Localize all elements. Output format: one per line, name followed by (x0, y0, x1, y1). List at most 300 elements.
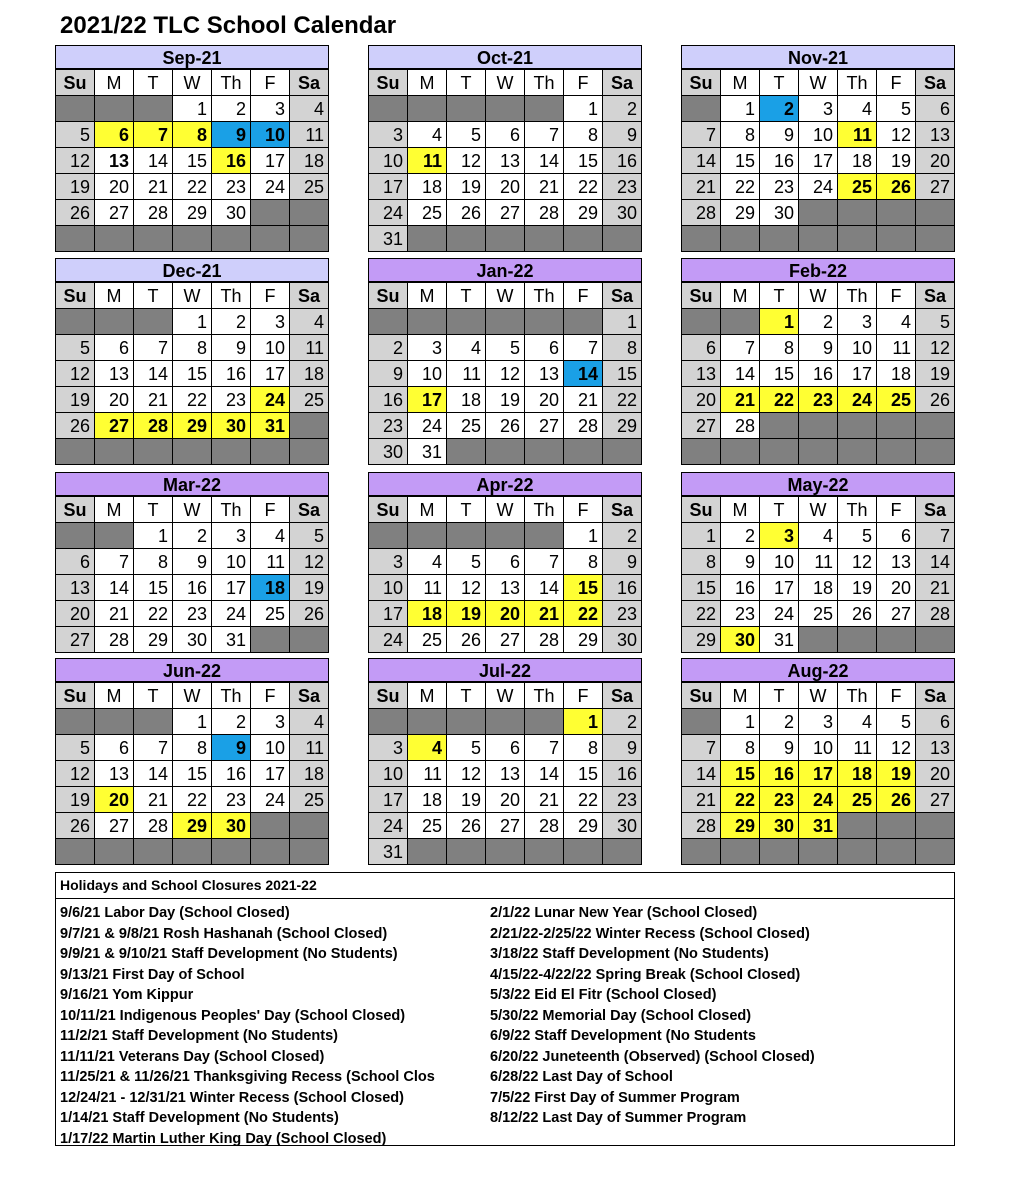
day-cell: 27 (486, 627, 525, 653)
day-cell: 11 (838, 735, 877, 761)
day-cell: 25 (408, 627, 447, 653)
day-cell: 8 (682, 549, 721, 575)
day-cell: 8 (564, 735, 603, 761)
day-cell: 1 (603, 309, 642, 335)
day-cell: 24 (251, 787, 290, 813)
day-cell: 26 (486, 413, 525, 439)
day-cell: 2 (603, 709, 642, 735)
day-cell: 1 (721, 709, 760, 735)
legend-item: 11/25/21 & 11/26/21 Thanksgiving Recess (School Clos (60, 1069, 435, 1085)
empty-cell (447, 439, 486, 465)
page-title: 2021/22 TLC School Calendar (60, 12, 397, 39)
empty-cell (916, 439, 955, 465)
day-cell: 5 (290, 523, 329, 549)
day-cell: 10 (838, 335, 877, 361)
day-cell: 25 (447, 413, 486, 439)
day-cell: 31 (799, 813, 838, 839)
month-header: Jan-22 (368, 258, 642, 282)
day-cell: 30 (603, 813, 642, 839)
day-cell: 27 (486, 813, 525, 839)
day-cell: 4 (408, 735, 447, 761)
day-cell: 6 (95, 335, 134, 361)
empty-cell (525, 309, 564, 335)
empty-cell (408, 96, 447, 122)
empty-cell (134, 709, 173, 735)
day-cell: 17 (251, 148, 290, 174)
day-cell: 23 (212, 387, 251, 413)
day-cell: 19 (56, 387, 95, 413)
day-cell: 11 (290, 122, 329, 148)
day-cell: 6 (486, 549, 525, 575)
day-cell: 14 (916, 549, 955, 575)
weekday-header: Sa (603, 497, 642, 523)
closures-legend (55, 872, 955, 1146)
empty-cell (56, 96, 95, 122)
day-cell: 6 (486, 122, 525, 148)
day-cell: 10 (799, 122, 838, 148)
day-cell: 16 (369, 387, 408, 413)
day-cell: 22 (173, 787, 212, 813)
day-cell: 13 (95, 148, 134, 174)
day-cell: 2 (369, 335, 408, 361)
day-cell: 21 (134, 174, 173, 200)
weekday-header: M (408, 70, 447, 96)
weekday-header: Th (838, 70, 877, 96)
day-cell: 17 (760, 575, 799, 601)
empty-cell (134, 309, 173, 335)
empty-cell (916, 413, 955, 439)
day-cell: 25 (251, 601, 290, 627)
day-cell: 30 (212, 413, 251, 439)
day-cell: 12 (447, 148, 486, 174)
day-cell: 18 (799, 575, 838, 601)
weekday-header: Sa (916, 283, 955, 309)
day-cell: 16 (760, 148, 799, 174)
day-cell: 28 (525, 200, 564, 226)
empty-cell (486, 226, 525, 252)
day-cell: 10 (369, 148, 408, 174)
empty-cell (486, 709, 525, 735)
month-grid (55, 496, 329, 653)
day-cell: 7 (134, 735, 173, 761)
day-cell: 12 (56, 148, 95, 174)
month-nov-21 (681, 45, 955, 252)
day-cell: 28 (916, 601, 955, 627)
day-cell: 12 (56, 761, 95, 787)
day-cell: 16 (721, 575, 760, 601)
day-cell: 22 (564, 174, 603, 200)
day-cell: 4 (799, 523, 838, 549)
weekday-header: Th (212, 70, 251, 96)
day-cell: 18 (408, 787, 447, 813)
day-cell: 6 (916, 96, 955, 122)
day-cell: 31 (369, 839, 408, 865)
day-cell: 3 (760, 523, 799, 549)
day-cell: 20 (916, 761, 955, 787)
day-cell: 20 (486, 174, 525, 200)
day-cell: 18 (408, 174, 447, 200)
day-cell: 6 (916, 709, 955, 735)
day-cell: 7 (721, 335, 760, 361)
legend-left-column (60, 903, 490, 1149)
weekday-header: W (486, 70, 525, 96)
day-cell: 28 (525, 627, 564, 653)
empty-cell (877, 200, 916, 226)
legend-item: 6/9/22 Staff Development (No Students (490, 1028, 756, 1044)
month-header: Jun-22 (55, 658, 329, 682)
empty-cell (408, 839, 447, 865)
day-cell: 27 (525, 413, 564, 439)
day-cell: 5 (877, 96, 916, 122)
empty-cell (760, 226, 799, 252)
weekday-header: Su (56, 683, 95, 709)
day-cell: 13 (486, 148, 525, 174)
empty-cell (721, 439, 760, 465)
day-cell: 18 (877, 361, 916, 387)
month-grid (55, 682, 329, 865)
day-cell: 5 (838, 523, 877, 549)
legend-right-column (490, 903, 815, 1129)
empty-cell (682, 839, 721, 865)
empty-cell (838, 226, 877, 252)
empty-cell (760, 439, 799, 465)
day-cell: 20 (95, 387, 134, 413)
empty-cell (486, 439, 525, 465)
day-cell: 2 (760, 709, 799, 735)
day-cell: 22 (760, 387, 799, 413)
weekday-header: Su (682, 683, 721, 709)
empty-cell (486, 96, 525, 122)
day-cell: 18 (290, 761, 329, 787)
day-cell: 25 (877, 387, 916, 413)
month-grid (368, 682, 642, 865)
weekday-header: F (564, 683, 603, 709)
day-cell: 27 (95, 413, 134, 439)
empty-cell (369, 709, 408, 735)
day-cell: 20 (877, 575, 916, 601)
weekday-header: M (408, 683, 447, 709)
day-cell: 2 (212, 96, 251, 122)
day-cell: 2 (721, 523, 760, 549)
day-cell: 28 (682, 200, 721, 226)
day-cell: 23 (760, 174, 799, 200)
weekday-header: M (408, 283, 447, 309)
month-grid (681, 496, 955, 653)
legend-item: 1/14/21 Staff Development (No Students) (60, 1110, 339, 1126)
empty-cell (525, 523, 564, 549)
empty-cell (799, 226, 838, 252)
weekday-header: T (134, 70, 173, 96)
weekday-header: F (251, 70, 290, 96)
empty-cell (486, 309, 525, 335)
day-cell: 21 (134, 387, 173, 413)
day-cell: 14 (564, 361, 603, 387)
day-cell: 17 (369, 601, 408, 627)
weekday-header: Th (525, 683, 564, 709)
day-cell: 29 (721, 200, 760, 226)
day-cell: 20 (95, 787, 134, 813)
day-cell: 3 (251, 96, 290, 122)
empty-cell (447, 523, 486, 549)
month-grid (681, 69, 955, 252)
day-cell: 9 (603, 735, 642, 761)
empty-cell (877, 226, 916, 252)
day-cell: 12 (56, 361, 95, 387)
empty-cell (212, 226, 251, 252)
day-cell: 16 (760, 761, 799, 787)
empty-cell (799, 439, 838, 465)
day-cell: 26 (56, 200, 95, 226)
day-cell: 31 (251, 413, 290, 439)
day-cell: 6 (95, 122, 134, 148)
day-cell: 16 (799, 361, 838, 387)
month-aug-22 (681, 658, 955, 865)
day-cell: 15 (564, 575, 603, 601)
month-header: Feb-22 (681, 258, 955, 282)
day-cell: 21 (525, 787, 564, 813)
legend-item: 11/2/21 Staff Development (No Students) (60, 1028, 338, 1044)
day-cell: 25 (408, 200, 447, 226)
day-cell: 21 (564, 387, 603, 413)
legend-item: 9/7/21 & 9/8/21 Rosh Hashanah (School Closed) (60, 925, 388, 942)
weekday-header: Th (838, 283, 877, 309)
day-cell: 5 (56, 122, 95, 148)
day-cell: 19 (447, 174, 486, 200)
day-cell: 24 (369, 627, 408, 653)
empty-cell (721, 309, 760, 335)
day-cell: 29 (564, 813, 603, 839)
day-cell: 26 (447, 200, 486, 226)
day-cell: 9 (760, 122, 799, 148)
empty-cell (212, 839, 251, 865)
legend-item: 9/6/21 Labor Day (School Closed) (60, 905, 290, 921)
day-cell: 15 (760, 361, 799, 387)
day-cell: 15 (564, 148, 603, 174)
empty-cell (251, 439, 290, 465)
day-cell: 23 (212, 787, 251, 813)
weekday-header: Th (525, 283, 564, 309)
empty-cell (525, 709, 564, 735)
day-cell: 19 (56, 787, 95, 813)
day-cell: 5 (877, 709, 916, 735)
day-cell: 12 (838, 549, 877, 575)
day-cell: 17 (369, 787, 408, 813)
empty-cell (525, 439, 564, 465)
day-cell: 15 (173, 361, 212, 387)
day-cell: 11 (838, 122, 877, 148)
empty-cell (369, 96, 408, 122)
month-grid (368, 69, 642, 252)
day-cell: 25 (799, 601, 838, 627)
day-cell: 5 (486, 335, 525, 361)
empty-cell (682, 309, 721, 335)
day-cell: 13 (56, 575, 95, 601)
empty-cell (447, 839, 486, 865)
empty-cell (877, 413, 916, 439)
legend-item: 12/24/21 - 12/31/21 Winter Recess (School Closed) (60, 1089, 404, 1106)
day-cell: 22 (173, 174, 212, 200)
day-cell: 23 (173, 601, 212, 627)
day-cell: 30 (760, 813, 799, 839)
day-cell: 27 (916, 174, 955, 200)
weekday-header: W (173, 283, 212, 309)
day-cell: 6 (56, 549, 95, 575)
empty-cell (721, 226, 760, 252)
day-cell: 17 (369, 174, 408, 200)
day-cell: 18 (838, 148, 877, 174)
day-cell: 16 (212, 361, 251, 387)
day-cell: 18 (290, 361, 329, 387)
day-cell: 9 (212, 335, 251, 361)
day-cell: 21 (721, 387, 760, 413)
day-cell: 9 (603, 122, 642, 148)
day-cell: 19 (877, 148, 916, 174)
empty-cell (290, 200, 329, 226)
day-cell: 9 (212, 735, 251, 761)
day-cell: 3 (251, 709, 290, 735)
empty-cell (290, 627, 329, 653)
weekday-header: T (760, 497, 799, 523)
day-cell: 27 (486, 200, 525, 226)
day-cell: 28 (95, 627, 134, 653)
empty-cell (56, 226, 95, 252)
day-cell: 30 (212, 200, 251, 226)
legend-item: 4/15/22-4/22/22 Spring Break (School Closed) (490, 966, 801, 983)
day-cell: 8 (173, 335, 212, 361)
month-header: Oct-21 (368, 45, 642, 69)
day-cell: 10 (251, 122, 290, 148)
month-dec-21 (55, 258, 329, 465)
day-cell: 1 (173, 96, 212, 122)
day-cell: 30 (603, 627, 642, 653)
day-cell: 19 (838, 575, 877, 601)
weekday-header: Sa (916, 683, 955, 709)
day-cell: 8 (173, 735, 212, 761)
weekday-header: Sa (290, 283, 329, 309)
day-cell: 26 (916, 387, 955, 413)
day-cell: 5 (56, 335, 95, 361)
day-cell: 7 (134, 335, 173, 361)
day-cell: 3 (212, 523, 251, 549)
weekday-header: F (564, 283, 603, 309)
weekday-header: Su (682, 283, 721, 309)
day-cell: 1 (564, 709, 603, 735)
empty-cell (56, 523, 95, 549)
day-cell: 16 (603, 148, 642, 174)
empty-cell (290, 413, 329, 439)
day-cell: 13 (486, 761, 525, 787)
empty-cell (838, 813, 877, 839)
empty-cell (56, 309, 95, 335)
day-cell: 3 (369, 122, 408, 148)
day-cell: 9 (799, 335, 838, 361)
day-cell: 30 (212, 813, 251, 839)
empty-cell (682, 96, 721, 122)
day-cell: 15 (173, 761, 212, 787)
legend-item: 5/30/22 Memorial Day (School Closed) (490, 1007, 752, 1024)
empty-cell (682, 439, 721, 465)
day-cell: 18 (251, 575, 290, 601)
day-cell: 3 (369, 549, 408, 575)
weekday-header: T (760, 70, 799, 96)
empty-cell (799, 413, 838, 439)
empty-cell (134, 839, 173, 865)
day-cell: 15 (134, 575, 173, 601)
legend-item: 9/9/21 & 9/10/21 Staff Development (No Students) (60, 946, 398, 962)
day-cell: 1 (721, 96, 760, 122)
day-cell: 7 (682, 735, 721, 761)
day-cell: 29 (603, 413, 642, 439)
legend-item: 9/13/21 First Day of School (60, 966, 245, 983)
day-cell: 1 (564, 96, 603, 122)
weekday-header: W (173, 683, 212, 709)
day-cell: 12 (877, 122, 916, 148)
day-cell: 10 (369, 761, 408, 787)
weekday-header: T (447, 283, 486, 309)
day-cell: 21 (525, 174, 564, 200)
day-cell: 27 (916, 787, 955, 813)
weekday-header: T (134, 283, 173, 309)
day-cell: 11 (290, 735, 329, 761)
day-cell: 10 (251, 335, 290, 361)
day-cell: 8 (760, 335, 799, 361)
day-cell: 12 (447, 575, 486, 601)
day-cell: 12 (447, 761, 486, 787)
weekday-header: Sa (290, 683, 329, 709)
day-cell: 28 (134, 813, 173, 839)
day-cell: 8 (721, 122, 760, 148)
legend-item: 6/28/22 Last Day of School (490, 1069, 673, 1085)
empty-cell (525, 96, 564, 122)
day-cell: 26 (290, 601, 329, 627)
day-cell: 17 (251, 761, 290, 787)
empty-cell (447, 226, 486, 252)
day-cell: 14 (525, 148, 564, 174)
day-cell: 15 (682, 575, 721, 601)
day-cell: 29 (134, 627, 173, 653)
month-grid (55, 282, 329, 465)
day-cell: 28 (525, 813, 564, 839)
day-cell: 30 (760, 200, 799, 226)
day-cell: 15 (564, 761, 603, 787)
day-cell: 7 (525, 549, 564, 575)
weekday-header: Sa (603, 683, 642, 709)
day-cell: 30 (173, 627, 212, 653)
day-cell: 14 (134, 148, 173, 174)
weekday-header: T (134, 683, 173, 709)
day-cell: 28 (682, 813, 721, 839)
day-cell: 14 (682, 148, 721, 174)
weekday-header: T (447, 683, 486, 709)
day-cell: 22 (564, 601, 603, 627)
day-cell: 10 (799, 735, 838, 761)
day-cell: 4 (408, 122, 447, 148)
day-cell: 25 (290, 387, 329, 413)
day-cell: 9 (760, 735, 799, 761)
day-cell: 13 (525, 361, 564, 387)
day-cell: 4 (290, 709, 329, 735)
empty-cell (290, 839, 329, 865)
empty-cell (838, 439, 877, 465)
day-cell: 8 (603, 335, 642, 361)
day-cell: 24 (408, 413, 447, 439)
day-cell: 24 (369, 813, 408, 839)
day-cell: 6 (486, 735, 525, 761)
day-cell: 24 (760, 601, 799, 627)
day-cell: 8 (134, 549, 173, 575)
empty-cell (603, 839, 642, 865)
day-cell: 14 (134, 761, 173, 787)
